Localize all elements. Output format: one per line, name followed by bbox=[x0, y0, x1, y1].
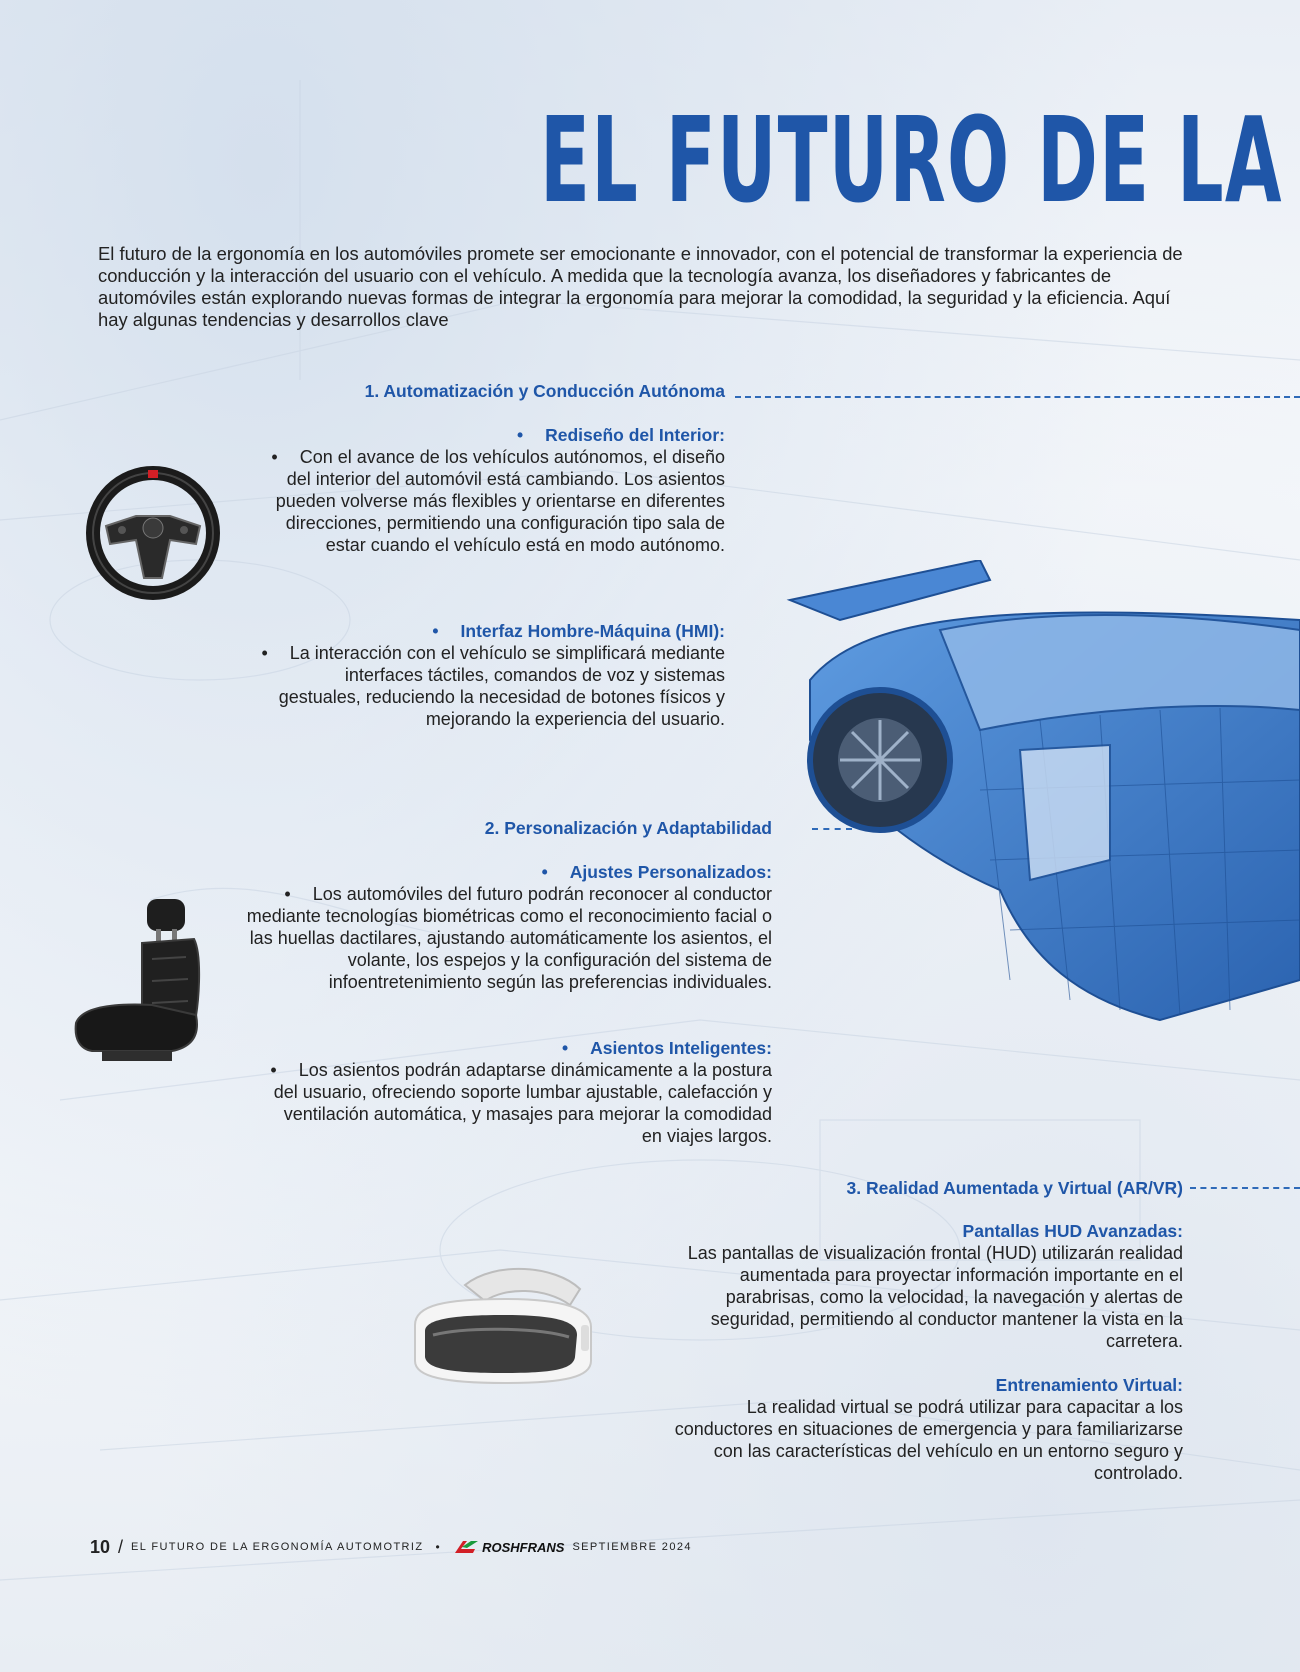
item-title: Ajustes Personalizados: bbox=[569, 862, 772, 882]
section-2-item-2-text bbox=[262, 1059, 772, 1147]
brand-name: ROSHFRANS bbox=[482, 1539, 565, 1555]
section-2-item-2-title bbox=[262, 1037, 772, 1059]
bullet: • bbox=[562, 1038, 569, 1058]
item-text: Con el avance de los vehículos autónomos, el diseño del interior del automóvil está cambiando. Los asientos pueden volverse más flexibles y orientarse en diferentes direcciones, permitiendo una configuración tipo sala de estar cuando el vehículo está en modo autónomo. bbox=[275, 447, 725, 555]
item-title: Interfaz Hombre-Máquina (HMI): bbox=[460, 621, 725, 641]
page-footer bbox=[90, 1535, 790, 1559]
section-1-item-1 bbox=[260, 424, 725, 556]
section-1-heading: 1. Automatización y Conducción Autónoma bbox=[364, 381, 725, 401]
steering-wheel-icon bbox=[86, 466, 220, 600]
section-2-dash-line bbox=[812, 828, 852, 830]
vr-headset-icon bbox=[405, 1265, 605, 1390]
section-2-item-1-title bbox=[238, 861, 772, 883]
section-3-item-2-text: La realidad virtual se podrá utilizar para capacitar a los conductores en situaciones de emergencia y para familiarizarse con las características del vehículo en un entorno seguro y controlado. bbox=[674, 1397, 1183, 1483]
intro-paragraph: El futuro de la ergonomía en los automóviles promete ser emocionante e innovador, con el potencial de transformar la experiencia de conducción y la interacción del usuario con el vehículo. A medida que la tecnología avanza, los diseñadores y fabricantes de automóviles están explorando nuevas formas de integrar la ergonomía para mejorar la comodidad, la seguridad y la eficiencia. Aquí hay algunas tendencias y desarrollos clave bbox=[98, 243, 1183, 330]
item-text: Los automóviles del futuro podrán reconocer al conductor mediante tecnologías biométricas como el reconocimiento facial o las huellas dactilares, ajustando automáticamente los asientos, el volante, los espejos y la configuración del sistema de infoentretenimiento según las preferencias individuales. bbox=[246, 884, 772, 992]
item-text: Los asientos podrán adaptarse dinámicamente a la postura del usuario, ofreciendo soporte lumbar ajustable, calefacción y ventilación automática, y masajes para mejorar la comodidad en viajes largos. bbox=[273, 1060, 772, 1146]
footer-dot: • bbox=[435, 1540, 442, 1554]
issue-date: SEPTIEMBRE 2024 bbox=[572, 1541, 692, 1553]
publication-title: EL FUTURO DE LA ERGONOMÍA AUTOMOTRIZ bbox=[131, 1541, 424, 1553]
sports-car-image bbox=[780, 560, 1300, 1040]
page-number: 10 bbox=[90, 1536, 111, 1557]
bullet: • bbox=[261, 643, 268, 663]
section-2-item-1 bbox=[238, 861, 772, 993]
bullet: • bbox=[271, 447, 278, 467]
section-3-item-1 bbox=[660, 1220, 1183, 1352]
section-1-item-2-text bbox=[260, 642, 725, 730]
bullet: • bbox=[270, 1060, 277, 1080]
section-2-item-2 bbox=[262, 1037, 772, 1147]
bullet: • bbox=[516, 425, 524, 445]
section-3-item-2 bbox=[648, 1374, 1183, 1484]
item-title: Asientos Inteligentes: bbox=[590, 1038, 772, 1058]
section-1-item-2-title bbox=[260, 620, 725, 642]
section-1-dash-line bbox=[735, 396, 1300, 398]
section-2-item-1-text bbox=[238, 883, 772, 993]
bullet: • bbox=[432, 621, 439, 641]
footer-separator: / bbox=[118, 1536, 124, 1557]
section-2-heading: 2. Personalización y Adaptabilidad bbox=[484, 818, 772, 838]
section-3-item-2-title: Entrenamiento Virtual: bbox=[995, 1375, 1183, 1395]
section-3-dash-line bbox=[1190, 1187, 1300, 1189]
roshfrans-logo bbox=[453, 1539, 479, 1555]
item-title: Rediseño del Interior: bbox=[545, 425, 725, 445]
section-3-heading: 3. Realidad Aumentada y Virtual (AR/VR) bbox=[846, 1178, 1183, 1198]
section-1-item-2 bbox=[260, 620, 725, 730]
page-title: EL FUTURO DE LA bbox=[540, 91, 1283, 229]
car-seat-icon bbox=[72, 895, 212, 1070]
item-text: La interacción con el vehículo se simplificará mediante interfaces táctiles, comandos de voz y sistemas gestuales, reduciendo la necesidad de botones físicos y mejorando la experiencia del usuario. bbox=[278, 643, 725, 729]
section-1-item-1-title bbox=[260, 424, 725, 446]
section-3-item-1-text: Las pantallas de visualización frontal (HUD) utilizarán realidad aumentada para proyectar información importante en el parabrisas, como la velocidad, la navegación y alertas de seguridad, permitiendo al conductor mantener la vista en la carretera. bbox=[687, 1243, 1183, 1351]
section-1-item-1-text bbox=[260, 446, 725, 556]
bullet: • bbox=[284, 884, 291, 904]
section-3-item-1-title: Pantallas HUD Avanzadas: bbox=[962, 1221, 1183, 1241]
bullet: • bbox=[541, 862, 548, 882]
